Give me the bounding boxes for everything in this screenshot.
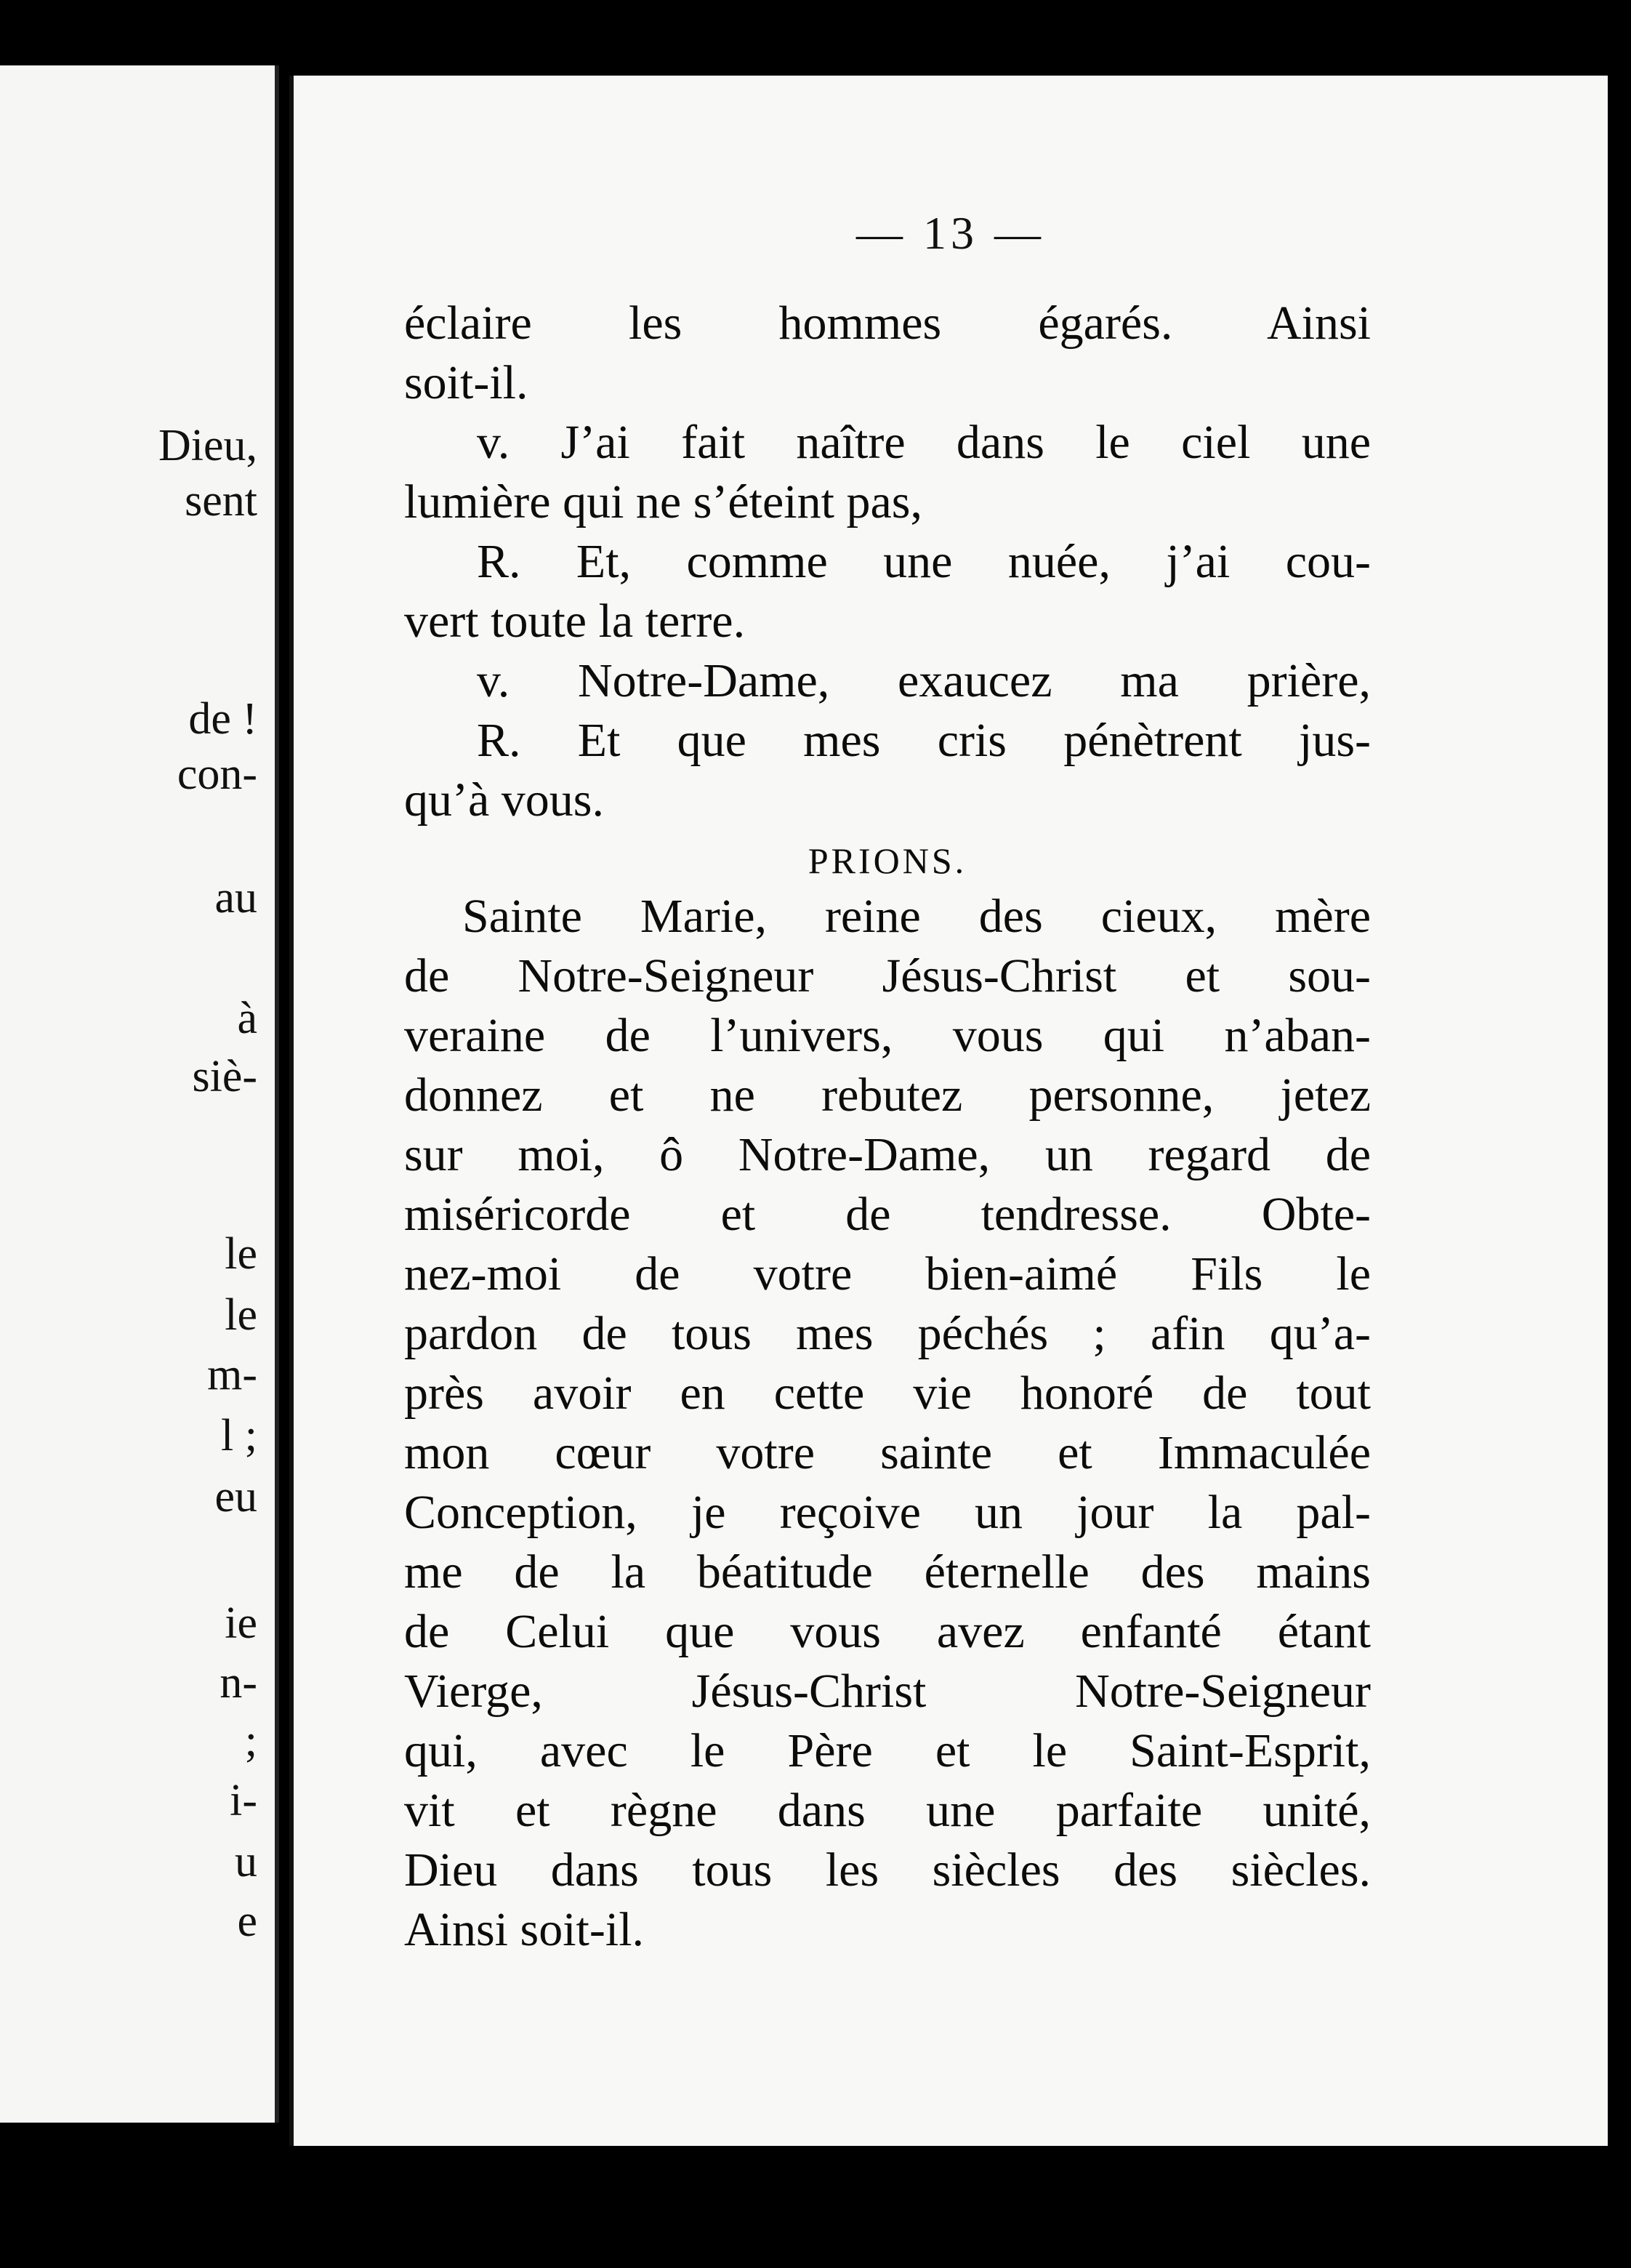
prayer-line: me de la béatitude éternelle des mains <box>404 1545 1371 1599</box>
left-page <box>0 65 279 2123</box>
prayer-line: Dieu dans tous les siècles des siècles. <box>404 1843 1371 1897</box>
page-text <box>404 294 1371 1960</box>
left-fragment: con- <box>177 749 257 799</box>
left-fragment: u <box>235 1837 257 1886</box>
prayer-line: Conception, je reçoive un jour la pal- <box>404 1486 1371 1539</box>
prayer-line: de Celui que vous avez enfanté étant <box>404 1605 1371 1658</box>
response-line: R. Et, comme une nuée, j’ai cou- <box>477 535 1371 588</box>
prayer-line: vit et règne dans une parfaite unité, <box>404 1784 1371 1837</box>
prayer-line: qui, avec le Père et le Saint-Esprit, <box>404 1724 1371 1777</box>
prayer-line: miséricorde et de tendresse. Obte- <box>404 1188 1371 1241</box>
left-fragment: ; <box>244 1716 257 1766</box>
left-fragment: n- <box>220 1658 257 1708</box>
prayer-line: Sainte Marie, reine des cieux, mère <box>462 890 1371 943</box>
text-line: vert toute la terre. <box>404 595 746 648</box>
left-fragment: l ; <box>221 1411 257 1460</box>
right-page <box>289 76 1608 2146</box>
left-fragment: siè- <box>192 1052 257 1101</box>
section-heading: PRIONS. <box>808 840 967 881</box>
prayer-line: de Notre-Seigneur Jésus-Christ et sou- <box>404 949 1371 1002</box>
left-fragment: m- <box>207 1350 257 1399</box>
left-fragment: à <box>237 994 257 1043</box>
response-line: R. Et que mes cris pénètrent jus- <box>477 714 1371 767</box>
left-fragment: eu <box>214 1472 257 1521</box>
prayer-line: près avoir en cette vie honoré de tout <box>404 1367 1371 1420</box>
left-fragment: Dieu, <box>158 421 257 470</box>
left-fragment: de ! <box>188 694 257 744</box>
left-fragment: au <box>214 873 257 922</box>
left-fragment: ie <box>225 1599 257 1648</box>
prayer-line: pardon de tous mes péchés ; afin qu’a- <box>404 1307 1371 1360</box>
prayer-line: sur moi, ô Notre-Dame, un regard de <box>404 1128 1371 1181</box>
prayer-line: nez-moi de votre bien-aimé Fils le <box>404 1247 1371 1300</box>
text-line: soit-il. <box>404 356 528 409</box>
text-line: éclaire les hommes égarés. Ainsi <box>404 297 1371 350</box>
versicle-line: v. J’ai fait naître dans le ciel une <box>477 416 1371 469</box>
left-fragment: i- <box>230 1776 257 1825</box>
prayer-line: veraine de l’univers, vous qui n’aban- <box>404 1009 1371 1062</box>
text-line: lumière qui ne s’éteint pas, <box>404 475 922 528</box>
versicle-line: v. Notre-Dame, exaucez ma prière, <box>477 654 1371 707</box>
prayer-line: donnez et ne rebutez personne, jetez <box>404 1069 1371 1122</box>
left-fragment: sent <box>185 476 257 526</box>
page-number: — 13 — <box>856 207 1045 259</box>
text-line: qu’à vous. <box>404 773 604 827</box>
left-fragment: le <box>225 1290 257 1340</box>
prayer-line: Ainsi soit-il. <box>404 1903 645 1956</box>
prayer-line: Vierge, Jésus-Christ Notre-Seigneur <box>404 1665 1371 1718</box>
left-fragment: le <box>225 1229 257 1279</box>
prayer-line: mon cœur votre sainte et Immaculée <box>404 1426 1371 1479</box>
left-fragment: e <box>237 1897 257 1946</box>
